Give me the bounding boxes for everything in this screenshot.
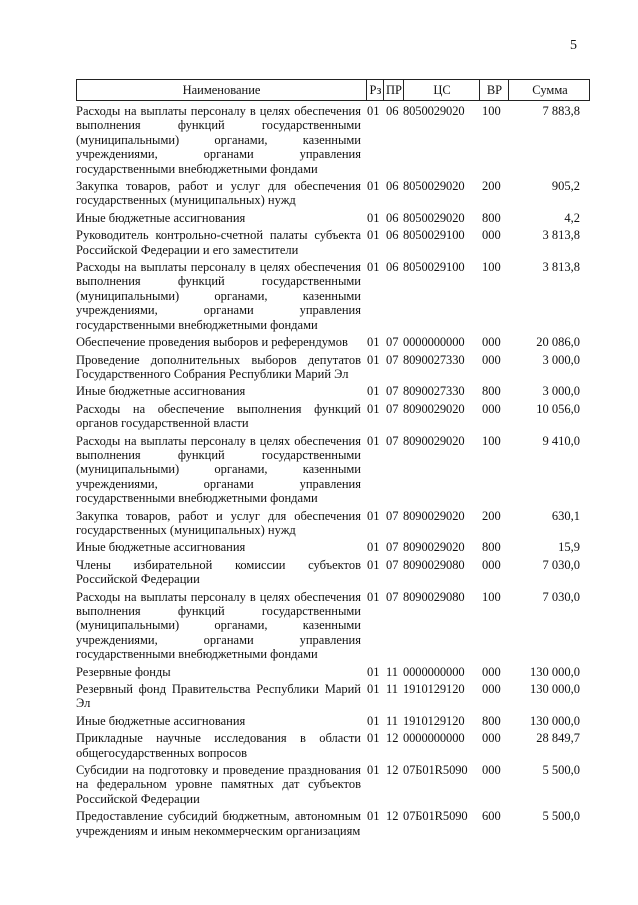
table-row	[76, 104, 590, 176]
row-name: Иные бюджетные ассигнования	[76, 210, 246, 225]
row-pr: 07	[386, 589, 399, 604]
row-vr: 100	[482, 589, 501, 604]
row-pr: 11	[386, 682, 399, 697]
row-rz: 01	[367, 179, 380, 194]
row-name: Резервные фонды	[76, 664, 171, 679]
row-rz: 01	[367, 401, 380, 416]
row-name: Закупка товаров, работ и услуг для обеспечения государственных (муниципальных) нужд	[76, 508, 361, 537]
row-sum: 3 000,0	[542, 384, 580, 399]
table-row	[76, 402, 590, 431]
row-pr: 11	[386, 713, 399, 728]
row-cs: 8050029020	[403, 210, 465, 225]
row-name: Расходы на выплаты персоналу в целях обеспечения выполнения функций государственными (муниципальными) органами, казенными учреждениями, органами управления государственными внебюджетными фондами	[76, 260, 361, 332]
row-vr: 000	[482, 664, 501, 679]
table-row	[76, 434, 590, 506]
row-pr: 12	[386, 731, 399, 746]
row-rz: 01	[367, 352, 380, 367]
row-vr: 800	[482, 540, 501, 555]
row-cs: 07Б01R5090	[403, 763, 468, 778]
row-pr: 07	[386, 433, 399, 448]
table-row	[76, 558, 590, 587]
row-rz: 01	[367, 589, 380, 604]
row-sum: 4,2	[564, 210, 580, 225]
row-sum: 3 000,0	[542, 352, 580, 367]
row-rz: 01	[367, 104, 380, 118]
row-cs: 1910129120	[403, 713, 465, 728]
row-cs: 1910129120	[403, 682, 465, 697]
row-sum: 3 813,8	[542, 260, 580, 275]
row-name: Резервный фонд Правительства Республики Марий Эл	[76, 682, 361, 711]
row-vr: 000	[482, 335, 501, 350]
row-name: Расходы на выплаты персоналу в целях обеспечения выполнения функций государственными (муниципальными) органами, казенными учреждениями, органами управления государственными внебюджетными фондами	[76, 589, 361, 662]
row-rz: 01	[367, 433, 380, 448]
row-name: Иные бюджетные ассигнования	[76, 540, 246, 555]
table-row	[76, 179, 590, 208]
table-row	[76, 509, 590, 538]
row-rz: 01	[367, 713, 380, 728]
row-sum: 5 500,0	[542, 809, 580, 824]
row-cs: 8090029080	[403, 589, 465, 604]
row-cs: 0000000000	[403, 664, 465, 679]
row-vr: 000	[482, 763, 501, 778]
row-pr: 06	[386, 210, 399, 225]
row-sum: 905,2	[551, 179, 580, 194]
row-vr: 800	[482, 713, 501, 728]
row-pr: 07	[386, 384, 399, 399]
row-sum: 15,9	[558, 540, 580, 555]
row-cs: 0000000000	[403, 731, 465, 746]
table-row	[76, 731, 590, 760]
header-cs: ЦС	[403, 80, 480, 100]
header-name: Наименование	[182, 83, 261, 97]
row-rz: 01	[367, 763, 380, 778]
row-pr: 12	[386, 809, 399, 824]
row-vr: 100	[482, 433, 501, 448]
row-vr: 100	[482, 104, 501, 118]
row-rz: 01	[367, 508, 380, 523]
row-pr: 07	[386, 540, 399, 555]
row-vr: 000	[482, 228, 501, 243]
row-rz: 01	[367, 557, 380, 572]
row-cs: 8090027330	[403, 352, 465, 367]
table-row	[76, 590, 590, 662]
row-sum: 7 030,0	[542, 557, 580, 572]
table-row	[76, 763, 590, 806]
budget-table	[76, 79, 590, 838]
row-sum: 7 883,8	[542, 104, 580, 118]
row-vr: 000	[482, 682, 501, 697]
row-pr: 07	[386, 508, 399, 523]
row-vr: 800	[482, 210, 501, 225]
row-rz: 01	[367, 809, 380, 824]
table-row	[76, 335, 590, 349]
row-name: Проведение дополнительных выборов депутатов Государственного Собрания Республики Марий Эл	[76, 352, 361, 381]
row-cs: 8050029020	[403, 104, 465, 118]
row-sum: 130 000,0	[530, 713, 580, 728]
row-vr: 000	[482, 731, 501, 746]
row-cs: 8090027330	[403, 384, 465, 399]
row-name: Обеспечение проведения выборов и референдумов	[76, 335, 348, 350]
row-pr: 12	[386, 763, 399, 778]
row-rz: 01	[367, 228, 380, 243]
row-name: Закупка товаров, работ и услуг для обеспечения государственных (муниципальных) нужд	[76, 179, 361, 208]
table-row	[76, 682, 590, 711]
row-sum: 3 813,8	[542, 228, 580, 243]
row-cs: 8090029020	[403, 401, 465, 416]
row-sum: 5 500,0	[542, 763, 580, 778]
row-sum: 130 000,0	[530, 664, 580, 679]
table-row	[76, 540, 590, 554]
header-rz: Рз	[366, 80, 384, 100]
row-rz: 01	[367, 384, 380, 399]
row-rz: 01	[367, 335, 380, 350]
row-pr: 06	[386, 179, 399, 194]
row-name: Руководитель контрольно-счетной палаты субъекта Российской Федерации и его заместители	[76, 228, 361, 257]
row-pr: 07	[386, 335, 399, 350]
row-name: Расходы на выплаты персоналу в целях обеспечения выполнения функций государственными (муниципальными) органами, казенными учреждениями, органами управления государственными внебюджетными фондами	[76, 104, 361, 176]
row-rz: 01	[367, 731, 380, 746]
row-pr: 07	[386, 352, 399, 367]
page-number: 5	[570, 38, 577, 53]
row-vr: 000	[482, 401, 501, 416]
row-sum: 630,1	[551, 508, 580, 523]
row-rz: 01	[367, 664, 380, 679]
table-row	[76, 809, 590, 838]
row-sum: 10 056,0	[536, 401, 580, 416]
row-name: Иные бюджетные ассигнования	[76, 713, 246, 728]
row-sum: 9 410,0	[542, 433, 580, 448]
header-vr: ВР	[479, 80, 509, 100]
row-vr: 200	[482, 508, 501, 523]
table-row	[76, 384, 590, 398]
header-pr: ПР	[383, 80, 404, 100]
row-sum: 20 086,0	[536, 335, 580, 350]
table-row	[76, 714, 590, 728]
row-name: Субсидии на подготовку и проведение празднования на федеральном уровне памятных дат субъектов Российской Федерации	[76, 763, 361, 806]
row-sum: 7 030,0	[542, 589, 580, 604]
table-row	[76, 353, 590, 382]
header-sum: Сумма	[508, 80, 591, 100]
row-sum: 28 849,7	[536, 731, 580, 746]
table-row	[76, 665, 590, 679]
row-pr: 07	[386, 557, 399, 572]
row-pr: 06	[386, 104, 399, 118]
row-vr: 100	[482, 260, 501, 275]
row-vr: 000	[482, 557, 501, 572]
row-name: Члены избирательной комиссии субъектов Российской Федерации	[76, 557, 361, 587]
row-pr: 07	[386, 401, 399, 416]
row-pr: 11	[386, 664, 399, 679]
row-cs: 0000000000	[403, 335, 465, 350]
row-vr: 800	[482, 384, 501, 399]
row-rz: 01	[367, 260, 380, 275]
row-vr: 200	[482, 179, 501, 194]
row-name: Иные бюджетные ассигнования	[76, 384, 246, 399]
row-cs: 07Б01R5090	[403, 809, 468, 824]
table-row	[76, 228, 590, 257]
row-vr: 000	[482, 352, 501, 367]
table-header	[76, 79, 590, 101]
row-sum: 130 000,0	[530, 682, 580, 697]
row-cs: 8050029020	[403, 179, 465, 194]
table-body	[76, 104, 590, 838]
row-cs: 8050029100	[403, 228, 465, 243]
row-rz: 01	[367, 682, 380, 697]
row-pr: 06	[386, 260, 399, 275]
table-row	[76, 211, 590, 225]
row-rz: 01	[367, 210, 380, 225]
row-rz: 01	[367, 540, 380, 555]
row-name: Предоставление субсидий бюджетным, автономным учреждениям и иным некоммерческим организациям	[76, 809, 361, 838]
row-cs: 8090029020	[403, 540, 465, 555]
row-name: Прикладные научные исследования в области общегосударственных вопросов	[76, 731, 361, 760]
row-cs: 8090029080	[403, 557, 465, 572]
table-row	[76, 260, 590, 332]
row-pr: 06	[386, 228, 399, 243]
row-name: Расходы на выплаты персоналу в целях обеспечения выполнения функций государственными (муниципальными) органами, казенными учреждениями, органами управления государственными внебюджетными фондами	[76, 433, 361, 506]
row-cs: 8090029020	[403, 508, 465, 523]
row-vr: 600	[482, 809, 501, 824]
row-name: Расходы на обеспечение выполнения функций органов государственной власти	[76, 401, 361, 431]
row-cs: 8090029020	[403, 433, 465, 448]
row-cs: 8050029100	[403, 260, 465, 275]
